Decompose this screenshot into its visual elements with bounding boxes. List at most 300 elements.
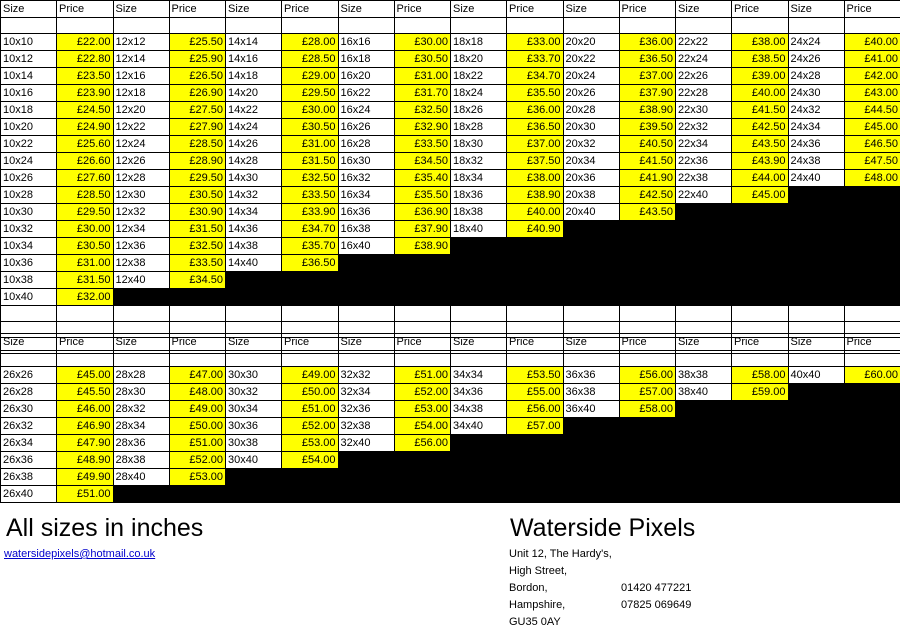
price-cell: £31.50 — [169, 221, 226, 238]
size-cell: 22x40 — [676, 187, 732, 204]
price-cell: £40.00 — [507, 204, 564, 221]
size-cell: 12x26 — [113, 153, 169, 170]
unavailable-cell — [507, 435, 564, 452]
unavailable-cell — [732, 401, 789, 418]
unavailable-cell — [844, 469, 900, 486]
empty-cell — [226, 306, 282, 322]
size-cell: 12x18 — [113, 85, 169, 102]
price-cell: £23.90 — [57, 85, 114, 102]
price-cell: £46.00 — [57, 401, 114, 418]
price-cell: £37.90 — [394, 221, 451, 238]
unavailable-cell — [394, 469, 451, 486]
size-cell: 34x36 — [451, 384, 507, 401]
price-cell: £33.50 — [394, 136, 451, 153]
size-cell: 22x28 — [676, 85, 732, 102]
table-row — [1, 418, 900, 435]
empty-cell — [57, 18, 114, 34]
price-cell: £22.00 — [57, 34, 114, 51]
empty-cell — [619, 18, 676, 34]
unavailable-cell — [563, 289, 619, 306]
empty-cell — [844, 306, 900, 322]
size-cell: 24x34 — [788, 119, 844, 136]
unavailable-cell — [451, 238, 507, 255]
unavailable-cell — [676, 418, 732, 435]
price-cell: £31.50 — [57, 272, 114, 289]
size-cell: 14x40 — [226, 255, 282, 272]
unavailable-cell — [732, 452, 789, 469]
price-cell: £30.90 — [169, 204, 226, 221]
phone-block — [621, 580, 691, 614]
price-cell: £36.90 — [394, 204, 451, 221]
size-cell: 18x20 — [451, 51, 507, 68]
price-cell: £35.40 — [394, 170, 451, 187]
size-cell: 38x40 — [676, 384, 732, 401]
size-cell: 22x22 — [676, 34, 732, 51]
unavailable-cell — [507, 272, 564, 289]
price-cell: £53.00 — [282, 435, 339, 452]
size-cell: 24x30 — [788, 85, 844, 102]
table-row — [1, 452, 900, 469]
size-cell: 26x36 — [1, 452, 57, 469]
size-cell: 30x36 — [226, 418, 282, 435]
unavailable-cell — [788, 452, 844, 469]
size-cell: 32x38 — [338, 418, 394, 435]
empty-cell — [282, 351, 339, 367]
unavailable-cell — [732, 469, 789, 486]
unavailable-cell — [282, 272, 339, 289]
empty-cell — [394, 18, 451, 34]
size-cell: 38x38 — [676, 367, 732, 384]
empty-cell — [676, 18, 732, 34]
units-heading: All sizes in inches — [6, 513, 203, 543]
unavailable-cell — [788, 469, 844, 486]
size-cell: 12x40 — [113, 272, 169, 289]
price-cell: £42.50 — [619, 187, 676, 204]
price-cell: £27.90 — [169, 119, 226, 136]
price-cell: £28.90 — [169, 153, 226, 170]
empty-cell — [338, 18, 394, 34]
size-cell: 24x32 — [788, 102, 844, 119]
empty-cell — [507, 306, 564, 322]
size-cell: 14x36 — [226, 221, 282, 238]
empty-cell — [226, 18, 282, 34]
price-cell: £34.70 — [282, 221, 339, 238]
empty-cell — [451, 18, 507, 34]
price-cell: £30.50 — [282, 119, 339, 136]
size-header: Size — [338, 1, 394, 18]
price-cell: £53.00 — [394, 401, 451, 418]
size-cell: 40x40 — [788, 367, 844, 384]
size-cell: 26x38 — [1, 469, 57, 486]
price-cell: £27.50 — [169, 102, 226, 119]
size-header: Size — [676, 1, 732, 18]
price-cell: £27.60 — [57, 170, 114, 187]
table-row — [1, 435, 900, 452]
size-cell: 34x38 — [451, 401, 507, 418]
unavailable-cell — [226, 289, 282, 306]
size-header: Size — [1, 334, 57, 351]
empty-cell — [844, 351, 900, 367]
price-cell: £43.90 — [732, 153, 789, 170]
price-header: Price — [507, 334, 564, 351]
price-cell: £53.00 — [169, 469, 226, 486]
price-cell: £45.00 — [732, 187, 789, 204]
price-header: Price — [619, 1, 676, 18]
address-line: Hampshire, — [509, 597, 612, 614]
size-cell: 10x34 — [1, 238, 57, 255]
size-cell: 14x16 — [226, 51, 282, 68]
price-cell: £52.00 — [169, 452, 226, 469]
unavailable-cell — [619, 418, 676, 435]
empty-cell — [732, 306, 789, 322]
price-cell: £54.00 — [282, 452, 339, 469]
size-cell: 24x38 — [788, 153, 844, 170]
size-cell: 20x32 — [563, 136, 619, 153]
price-cell: £23.50 — [57, 68, 114, 85]
price-cell: £29.50 — [169, 170, 226, 187]
size-cell: 12x28 — [113, 170, 169, 187]
price-cell: £46.90 — [57, 418, 114, 435]
unavailable-cell — [619, 221, 676, 238]
table-row — [1, 486, 900, 503]
size-cell: 36x36 — [563, 367, 619, 384]
price-cell: £37.00 — [507, 136, 564, 153]
price-header: Price — [844, 334, 900, 351]
empty-cell — [563, 18, 619, 34]
size-cell: 10x24 — [1, 153, 57, 170]
price-header: Price — [507, 1, 564, 18]
unavailable-cell — [507, 289, 564, 306]
size-cell: 14x14 — [226, 34, 282, 51]
empty-cell — [394, 351, 451, 367]
price-cell: £24.50 — [57, 102, 114, 119]
price-cell: £26.90 — [169, 85, 226, 102]
price-cell: £47.50 — [844, 153, 900, 170]
address-line: GU35 0AY — [509, 614, 612, 631]
size-cell: 28x38 — [113, 452, 169, 469]
empty-cell — [451, 351, 507, 367]
unavailable-cell — [788, 272, 844, 289]
price-cell: £50.00 — [169, 418, 226, 435]
empty-cell — [676, 351, 732, 367]
size-cell: 32x40 — [338, 435, 394, 452]
price-cell: £45.00 — [57, 367, 114, 384]
empty-cell — [394, 306, 451, 322]
size-cell: 10x36 — [1, 255, 57, 272]
empty-cell — [226, 351, 282, 367]
unavailable-cell — [394, 452, 451, 469]
size-cell: 12x32 — [113, 204, 169, 221]
size-cell: 36x40 — [563, 401, 619, 418]
empty-cell — [338, 306, 394, 322]
unavailable-cell — [169, 486, 226, 503]
price-header: Price — [282, 1, 339, 18]
size-cell: 16x18 — [338, 51, 394, 68]
unavailable-cell — [169, 289, 226, 306]
empty-cell — [507, 351, 564, 367]
unavailable-cell — [394, 272, 451, 289]
price-cell: £46.50 — [844, 136, 900, 153]
size-cell: 14x38 — [226, 238, 282, 255]
table-row — [1, 68, 900, 85]
price-cell: £57.00 — [507, 418, 564, 435]
unavailable-cell — [732, 255, 789, 272]
size-header: Size — [788, 1, 844, 18]
empty-cell — [1, 306, 57, 322]
unavailable-cell — [282, 469, 339, 486]
empty-cell — [282, 18, 339, 34]
unavailable-cell — [676, 452, 732, 469]
table-row — [1, 102, 900, 119]
company-name: Waterside Pixels — [510, 513, 695, 543]
size-cell: 20x28 — [563, 102, 619, 119]
size-cell: 28x34 — [113, 418, 169, 435]
unavailable-cell — [619, 486, 676, 503]
size-cell: 12x14 — [113, 51, 169, 68]
price-cell: £47.90 — [57, 435, 114, 452]
price-cell: £34.50 — [169, 272, 226, 289]
empty-cell — [113, 306, 169, 322]
unavailable-cell — [394, 289, 451, 306]
size-header: Size — [226, 1, 282, 18]
price-cell: £25.60 — [57, 136, 114, 153]
size-cell: 20x22 — [563, 51, 619, 68]
size-cell: 14x30 — [226, 170, 282, 187]
size-cell: 10x32 — [1, 221, 57, 238]
size-cell: 16x22 — [338, 85, 394, 102]
unavailable-cell — [732, 486, 789, 503]
price-cell: £40.90 — [507, 221, 564, 238]
price-cell: £47.00 — [169, 367, 226, 384]
price-cell: £51.00 — [282, 401, 339, 418]
empty-cell — [169, 306, 226, 322]
unavailable-cell — [732, 418, 789, 435]
size-cell: 10x14 — [1, 68, 57, 85]
unavailable-cell — [844, 289, 900, 306]
price-cell: £54.00 — [394, 418, 451, 435]
size-cell: 20x40 — [563, 204, 619, 221]
size-cell: 16x20 — [338, 68, 394, 85]
price-cell: £33.50 — [282, 187, 339, 204]
price-cell: £37.00 — [619, 68, 676, 85]
size-cell: 10x18 — [1, 102, 57, 119]
size-cell: 16x26 — [338, 119, 394, 136]
size-cell: 18x22 — [451, 68, 507, 85]
price-cell: £26.50 — [169, 68, 226, 85]
price-cell: £38.50 — [732, 51, 789, 68]
size-cell: 20x34 — [563, 153, 619, 170]
size-cell: 26x34 — [1, 435, 57, 452]
price-cell: £31.00 — [394, 68, 451, 85]
price-cell: £30.50 — [169, 187, 226, 204]
unavailable-cell — [676, 221, 732, 238]
size-cell: 12x34 — [113, 221, 169, 238]
unavailable-cell — [844, 238, 900, 255]
size-cell: 18x38 — [451, 204, 507, 221]
price-cell: £42.50 — [732, 119, 789, 136]
unavailable-cell — [732, 238, 789, 255]
size-cell: 20x36 — [563, 170, 619, 187]
size-cell: 34x40 — [451, 418, 507, 435]
empty-cell — [507, 18, 564, 34]
unavailable-cell — [844, 435, 900, 452]
price-cell: £28.50 — [57, 187, 114, 204]
price-cell: £59.00 — [732, 384, 789, 401]
size-cell: 16x30 — [338, 153, 394, 170]
unavailable-cell — [338, 452, 394, 469]
empty-cell — [282, 306, 339, 322]
size-cell: 26x28 — [1, 384, 57, 401]
unavailable-cell — [844, 187, 900, 204]
size-cell: 18x18 — [451, 34, 507, 51]
unavailable-cell — [226, 272, 282, 289]
size-cell: 14x22 — [226, 102, 282, 119]
price-header: Price — [282, 334, 339, 351]
unavailable-cell — [676, 289, 732, 306]
size-cell: 12x30 — [113, 187, 169, 204]
size-cell: 10x40 — [1, 289, 57, 306]
table-row — [1, 153, 900, 170]
empty-cell — [788, 306, 844, 322]
size-cell: 20x26 — [563, 85, 619, 102]
price-header: Price — [619, 334, 676, 351]
size-cell: 14x28 — [226, 153, 282, 170]
unavailable-cell — [676, 238, 732, 255]
size-cell: 12x20 — [113, 102, 169, 119]
size-cell: 10x16 — [1, 85, 57, 102]
unavailable-cell — [563, 435, 619, 452]
unavailable-cell — [676, 401, 732, 418]
price-cell: £29.00 — [282, 68, 339, 85]
unavailable-cell — [619, 289, 676, 306]
unavailable-cell — [451, 452, 507, 469]
unavailable-cell — [788, 418, 844, 435]
unavailable-cell — [844, 384, 900, 401]
unavailable-cell — [563, 418, 619, 435]
header-row — [1, 1, 900, 18]
table-row — [1, 367, 900, 384]
empty-cell — [113, 351, 169, 367]
size-cell: 12x24 — [113, 136, 169, 153]
empty-cell — [169, 18, 226, 34]
empty-cell — [788, 351, 844, 367]
size-cell: 16x24 — [338, 102, 394, 119]
size-cell: 28x36 — [113, 435, 169, 452]
unavailable-cell — [844, 401, 900, 418]
size-header: Size — [788, 334, 844, 351]
address-line: Unit 12, The Hardy's, — [509, 546, 612, 563]
price-cell: £41.50 — [619, 153, 676, 170]
size-cell: 30x30 — [226, 367, 282, 384]
size-cell: 26x30 — [1, 401, 57, 418]
size-cell: 18x28 — [451, 119, 507, 136]
size-cell: 26x40 — [1, 486, 57, 503]
size-header: Size — [113, 334, 169, 351]
size-cell: 14x34 — [226, 204, 282, 221]
price-cell: £38.00 — [732, 34, 789, 51]
blank-row — [1, 18, 900, 34]
unavailable-cell — [788, 238, 844, 255]
empty-cell — [1, 351, 57, 367]
size-cell: 18x30 — [451, 136, 507, 153]
empty-cell — [169, 351, 226, 367]
price-cell: £33.70 — [507, 51, 564, 68]
size-cell: 20x24 — [563, 68, 619, 85]
size-cell: 16x16 — [338, 34, 394, 51]
size-cell: 28x32 — [113, 401, 169, 418]
blank-row — [1, 351, 900, 367]
price-cell: £28.00 — [282, 34, 339, 51]
unavailable-cell — [338, 289, 394, 306]
unavailable-cell — [732, 221, 789, 238]
empty-cell — [57, 306, 114, 322]
price-cell: £40.50 — [619, 136, 676, 153]
price-cell: £30.00 — [282, 102, 339, 119]
price-header: Price — [394, 334, 451, 351]
unavailable-cell — [732, 272, 789, 289]
price-cell: £32.50 — [394, 102, 451, 119]
table-row — [1, 238, 900, 255]
blank-row — [1, 306, 900, 322]
header-row — [1, 334, 900, 351]
unavailable-cell — [451, 272, 507, 289]
price-cell: £49.90 — [57, 469, 114, 486]
unavailable-cell — [394, 486, 451, 503]
table-row — [1, 384, 900, 401]
unavailable-cell — [788, 221, 844, 238]
price-cell: £37.50 — [507, 153, 564, 170]
price-cell: £32.50 — [282, 170, 339, 187]
unavailable-cell — [563, 469, 619, 486]
size-cell: 24x26 — [788, 51, 844, 68]
price-cell: £29.50 — [282, 85, 339, 102]
price-cell: £25.90 — [169, 51, 226, 68]
unavailable-cell — [844, 204, 900, 221]
price-cell: £51.00 — [169, 435, 226, 452]
price-cell: £50.00 — [282, 384, 339, 401]
price-cell: £33.90 — [282, 204, 339, 221]
empty-cell — [451, 306, 507, 322]
size-cell: 28x28 — [113, 367, 169, 384]
price-cell: £36.00 — [507, 102, 564, 119]
size-cell: 16x28 — [338, 136, 394, 153]
price-cell: £44.50 — [844, 102, 900, 119]
unavailable-cell — [788, 401, 844, 418]
size-cell: 10x10 — [1, 34, 57, 51]
email-link[interactable]: watersidepixels@hotmail.co.uk — [4, 548, 155, 560]
size-header: Size — [563, 334, 619, 351]
empty-cell — [57, 351, 114, 367]
size-cell: 18x36 — [451, 187, 507, 204]
unavailable-cell — [338, 486, 394, 503]
size-header: Size — [563, 1, 619, 18]
price-cell: £28.50 — [282, 51, 339, 68]
price-cell: £40.00 — [844, 34, 900, 51]
unavailable-cell — [619, 435, 676, 452]
price-cell: £52.00 — [394, 384, 451, 401]
price-cell: £38.90 — [394, 238, 451, 255]
empty-cell — [563, 306, 619, 322]
empty-cell — [113, 18, 169, 34]
price-cell: £43.50 — [732, 136, 789, 153]
unavailable-cell — [451, 469, 507, 486]
table-row — [1, 204, 900, 221]
price-cell: £56.00 — [394, 435, 451, 452]
size-cell: 30x32 — [226, 384, 282, 401]
size-cell: 26x32 — [1, 418, 57, 435]
price-cell: £33.50 — [169, 255, 226, 272]
size-cell: 24x28 — [788, 68, 844, 85]
